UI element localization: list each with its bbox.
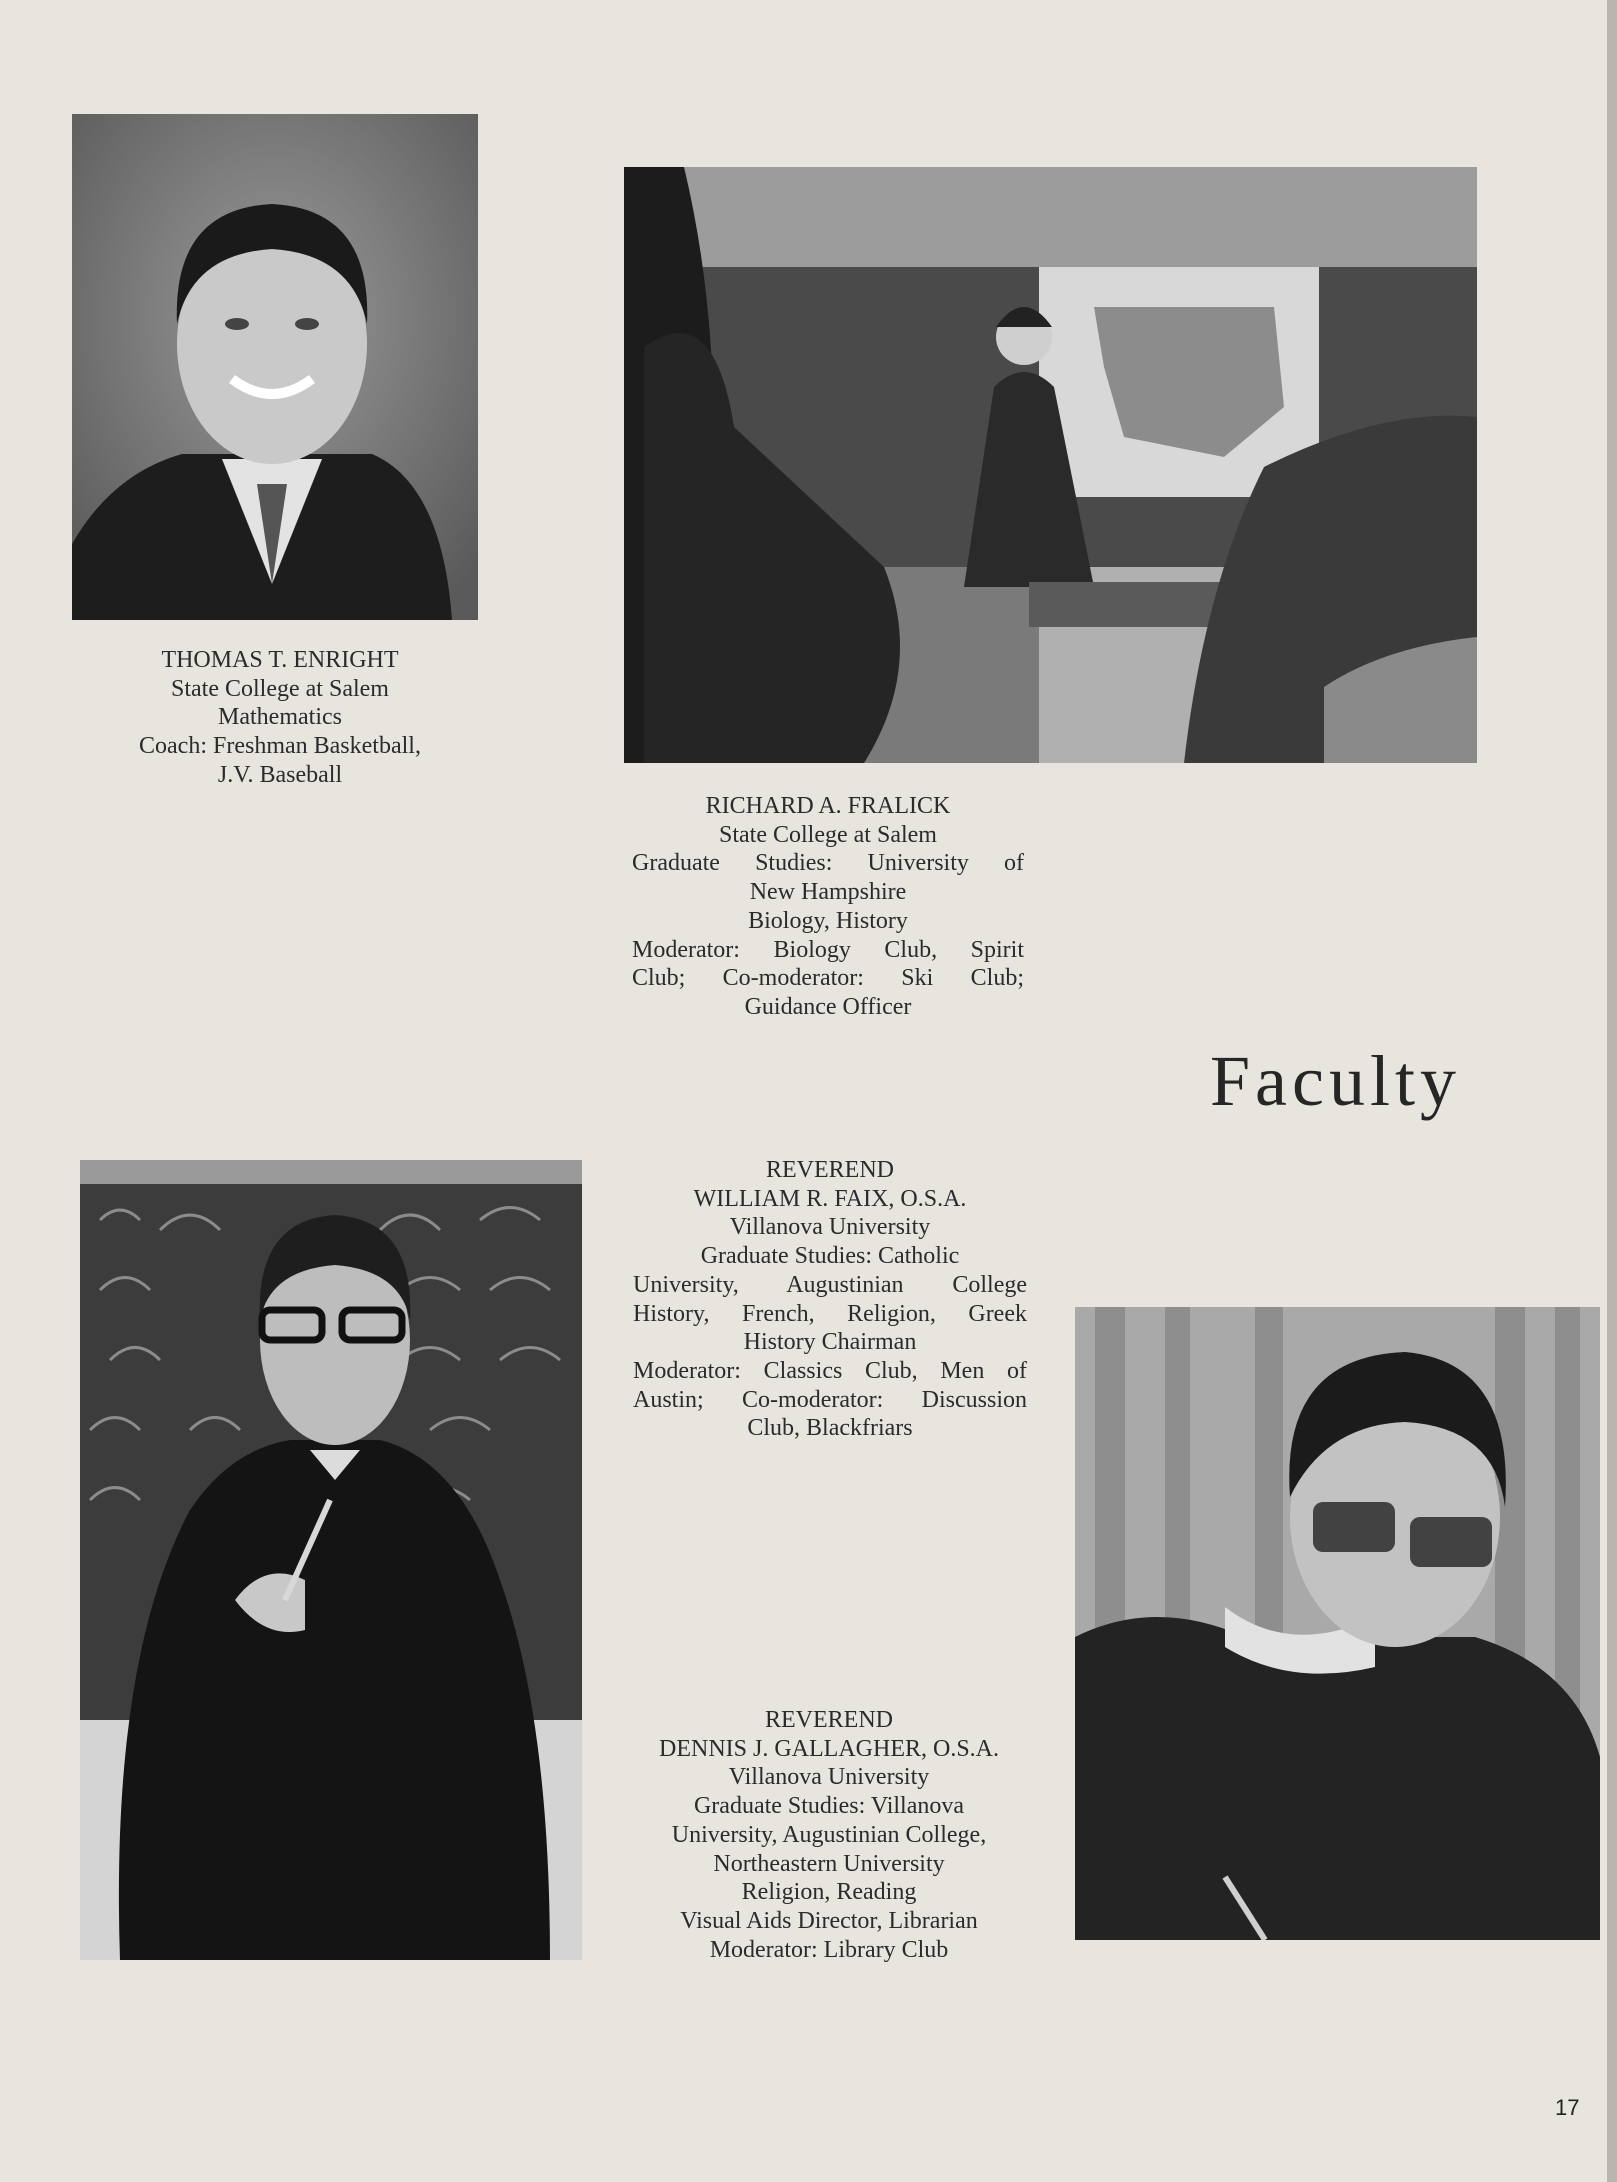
photo-gallagher — [1075, 1307, 1600, 1940]
caption-line: Northeastern University — [713, 1850, 945, 1877]
caption-line: Moderator: Biology Club, Spirit — [632, 936, 1024, 963]
caption-line: University, Augustinian College, — [671, 1821, 987, 1848]
caption-line: Villanova University — [729, 1214, 931, 1241]
caption-line: J.V. Baseball — [217, 761, 343, 788]
caption-line: State College at Salem — [171, 675, 389, 702]
caption-line: History Chairman — [743, 1329, 917, 1356]
caption-line: State College at Salem — [719, 821, 937, 848]
section-heading: Faculty — [1210, 1041, 1461, 1121]
caption-line: Villanova University — [728, 1764, 930, 1791]
caption-line: Religion, Reading — [741, 1879, 917, 1906]
caption-fralick — [632, 792, 1024, 1022]
caption-line: Graduate Studies: University of — [632, 850, 1024, 877]
caption-line: University, Augustinian College — [633, 1271, 1027, 1298]
caption-line: History, French, Religion, Greek — [633, 1300, 1027, 1327]
caption-line: Graduate Studies: Villanova — [693, 1793, 965, 1820]
caption-line: Austin; Co-moderator: Discussion — [633, 1386, 1027, 1413]
caption-line: Visual Aids Director, Librarian — [680, 1907, 978, 1934]
caption-enright — [110, 646, 450, 790]
page-number: 17 — [1555, 2095, 1580, 2120]
photo-fralick-classroom — [624, 167, 1477, 763]
caption-line: Biology, History — [748, 907, 908, 934]
faculty-title: REVEREND — [765, 1707, 893, 1733]
caption-line: Mathematics — [218, 704, 342, 731]
caption-line: New Hampshire — [749, 879, 907, 906]
caption-line: Club, Blackfriars — [747, 1415, 913, 1442]
caption-line: Moderator: Classics Club, Men of — [633, 1357, 1027, 1384]
caption-line: Club; Co-moderator: Ski Club; — [632, 965, 1024, 992]
faculty-name: THOMAS T. ENRIGHT — [161, 647, 399, 673]
caption-faix — [633, 1156, 1027, 1443]
caption-line: Moderator: Library Club — [709, 1936, 949, 1963]
faculty-title: REVEREND — [766, 1157, 894, 1183]
photo-enright — [72, 114, 478, 620]
caption-line: Coach: Freshman Basketball, — [139, 733, 421, 760]
caption-line: Guidance Officer — [744, 993, 912, 1020]
caption-gallagher — [630, 1706, 1028, 1964]
faculty-name: WILLIAM R. FAIX, O.S.A. — [693, 1185, 967, 1212]
faculty-name: RICHARD A. FRALICK — [705, 793, 951, 819]
photo-faix-blackboard — [80, 1160, 582, 1960]
faculty-name: DENNIS J. GALLAGHER, O.S.A. — [659, 1735, 999, 1762]
caption-line: Graduate Studies: Catholic — [700, 1243, 960, 1270]
page-edge — [1607, 0, 1617, 2182]
